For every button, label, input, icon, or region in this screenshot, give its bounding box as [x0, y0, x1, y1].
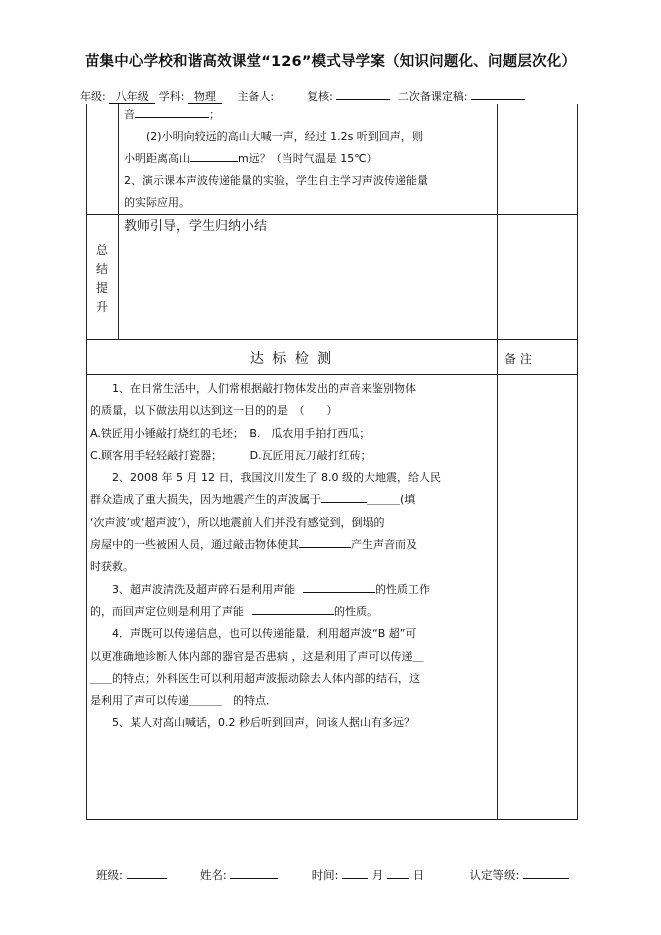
summary-side-label: 总 结 提 升: [95, 243, 108, 314]
day-label: 日: [412, 868, 425, 882]
top-line-2b: 小明距离高山 m远？（当时气温是 15℃）: [124, 152, 378, 165]
row-divider-1: [86, 214, 578, 215]
rating-label: 认定等级:: [469, 868, 520, 882]
q1-line-b: 的质量，以下做法用以达到这一目的的是 （ ）: [90, 404, 338, 418]
q2-line-b: 群众造成了重大损失，因为地震产生的声波属于 ＿＿＿(填: [90, 493, 416, 507]
notes-heading: 备 注: [504, 352, 532, 366]
page-title: 苗集中心学校和谐高效课堂“126”模式导学案（知识问题化、问题层次化）: [84, 54, 577, 70]
blank-q2-2[interactable]: [299, 536, 351, 548]
notes-column-divider: [497, 104, 498, 820]
table-left-border: [86, 104, 87, 820]
rating-blank[interactable]: [523, 866, 569, 879]
month-label: 月: [371, 868, 384, 882]
top-line-3b: 的实际应用。: [124, 196, 190, 209]
time-label: 时间:: [311, 868, 339, 882]
second-prep-label: 二次备课定稿:: [397, 90, 468, 103]
top-line-1: 音 ；: [124, 108, 220, 121]
class-blank[interactable]: [127, 866, 167, 879]
grade-label: 年级:: [80, 90, 106, 103]
day-blank[interactable]: [387, 866, 409, 879]
blank-q3-2[interactable]: [252, 603, 334, 615]
q2-line-a: 2、2008 年 5 月 12 日，我国汶川发生了 8.0 级的大地震，给人民: [112, 471, 441, 485]
q2-line-e: 时获救。: [90, 560, 134, 574]
class-label: 班级:: [96, 868, 123, 882]
name-label: 姓名:: [199, 868, 227, 882]
review-label: 复核:: [307, 90, 333, 103]
subject-value: 物理: [188, 91, 222, 104]
review-blank[interactable]: [336, 99, 390, 100]
name-blank[interactable]: [230, 866, 278, 879]
month-blank[interactable]: [342, 866, 368, 879]
q1-options-2: C.顾客用手轻轻敲打瓷器； D.瓦匠用瓦刀敲打红砖；: [90, 448, 372, 462]
table-bottom-border: [86, 819, 578, 820]
q4-line-d: 是利用了声可以传递＿＿＿ 的特点．: [90, 694, 277, 708]
q2-line-d: 房屋中的一些被困人员，通过敲击物体使其 产生声音而及: [90, 538, 417, 552]
side-column-divider: [118, 104, 119, 340]
q5-line: 5、某人对高山喊话，0.2 秒后听到回声，问该人据山有多远？: [112, 716, 415, 730]
q1-line-a: 1、在日常生活中，人们常根据敲打物体发出的声音来鉴别物体: [112, 382, 416, 395]
second-prep-blank[interactable]: [471, 99, 525, 100]
preparer-label: 主备人:: [237, 90, 275, 103]
q4-line-c: ＿＿的特点；外科医生可以利用超声波振动除去人体内部的结石，这: [90, 671, 420, 685]
test-heading: 达 标 检 测: [249, 351, 334, 367]
header-meta: [80, 88, 525, 104]
top-section: [124, 104, 492, 214]
subject-label: 学科:: [158, 90, 185, 103]
blank-2[interactable]: [190, 150, 238, 162]
top-line-2a: (2)小明向较远的高山大喊一声，经过 1.2s 听到回声，则: [146, 130, 423, 143]
grade-value: 八年级: [109, 91, 155, 104]
q4-line-a: 4．声既可以传递信息，也可以传递能量．利用超声波“B 超”可: [112, 627, 417, 641]
blank-1[interactable]: [135, 106, 209, 118]
footer: [96, 866, 569, 883]
top-line-3a: 2、演示课本声波传递能量的实验，学生自主学习声波传递能量: [124, 174, 428, 187]
summary-content: 教师引导，学生归纳小结: [124, 219, 268, 234]
q4-line-b: 以更准确地诊断人体内部的器官是否患病 ，这是利用了声可以传递＿: [90, 649, 424, 663]
test-questions: [90, 378, 492, 735]
blank-q2-1[interactable]: [321, 491, 367, 503]
row-divider-2: [86, 339, 578, 340]
q2-line-c: ‘次声波’或‘超声波’），所以地震前人们并没有感觉到，倒塌的: [90, 515, 385, 529]
table-right-border: [577, 104, 578, 820]
q1-options-1: A.铁匠用小锤敲打烧红的毛坯； B. 瓜农用手拍打西瓜；: [90, 426, 371, 440]
blank-q3-1[interactable]: [303, 581, 375, 593]
q3-line-a: 3、超声波清洗及超声碎石是利用声能 的性质工作: [112, 582, 430, 596]
q3-line-b: 的，而回声定位则是利用了声能 的性质。: [90, 604, 378, 618]
row-divider-3: [86, 374, 578, 375]
